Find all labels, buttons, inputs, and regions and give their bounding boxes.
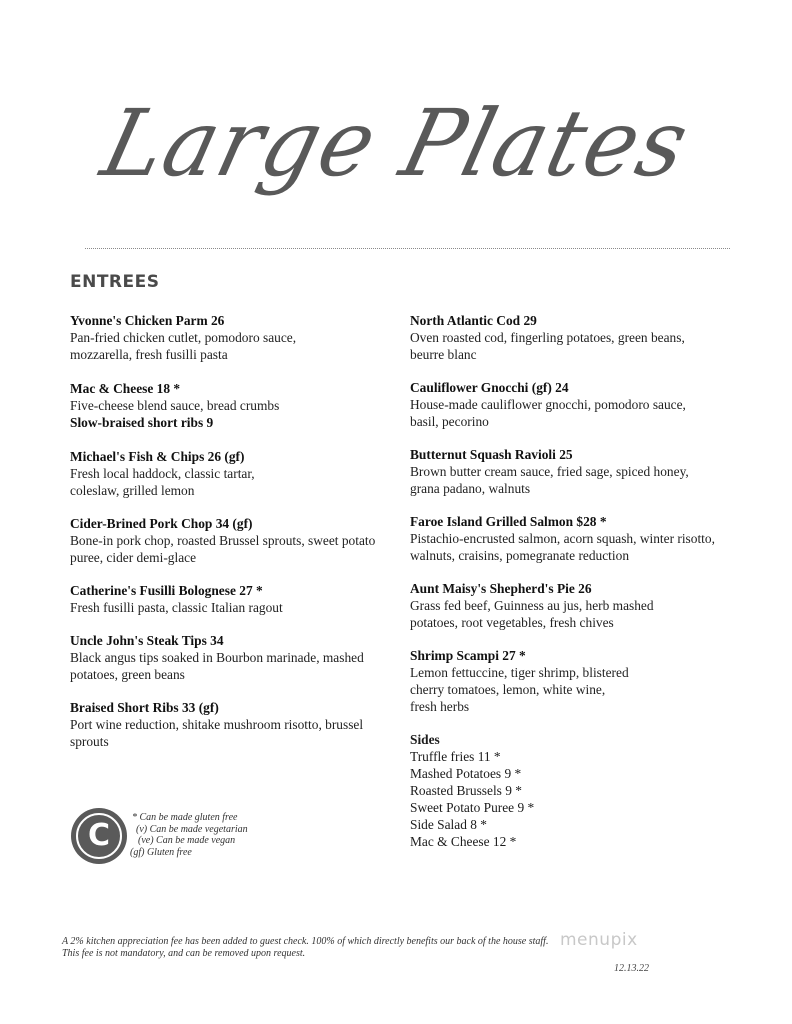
menu-date: 12.13.22 <box>614 963 649 974</box>
menu-item-desc: potatoes, root vegetables, fresh chives <box>410 615 614 630</box>
menu-item-desc: grana padano, walnuts <box>410 481 531 496</box>
menu-item-desc: Bone-in pork chop, roasted Brussel sprouts, sweet potato <box>70 533 376 548</box>
page-title: Large Plates <box>92 90 700 197</box>
footer-line: A 2% kitchen appreciation fee has been added to guest check. 100% of which directly benefits our back of the house staff. <box>62 936 549 947</box>
footer-line: This fee is not mandatory, and can be removed upon request. <box>62 948 306 959</box>
menu-item-desc: Pistachio-encrusted salmon, acorn squash, winter risotto, <box>410 531 715 546</box>
menu-item <box>410 446 730 497</box>
menu-item-desc: cherry tomatoes, lemon, white wine, <box>410 682 606 697</box>
menu-item-desc: coleslaw, grilled lemon <box>70 483 195 498</box>
menu-item-name: Aunt Maisy's Shepherd's Pie 26 <box>410 581 592 596</box>
menu-item <box>70 582 380 616</box>
legend-line: (ve) Can be made vegan <box>138 835 236 846</box>
side-item: Mac & Cheese 12 * <box>410 834 517 849</box>
menu-item-name: Cider-Brined Pork Chop 34 (gf) <box>70 516 253 531</box>
menu-item-desc: mozzarella, fresh fusilli pasta <box>70 347 228 362</box>
restaurant-logo <box>71 808 127 864</box>
section-heading-entrees: ENTREES <box>70 272 160 292</box>
side-item: Mashed Potatoes 9 * <box>410 766 522 781</box>
dotted-divider <box>85 248 730 249</box>
logo-letter: C <box>76 813 122 859</box>
sides-list <box>410 731 730 850</box>
menu-item-name: Yvonne's Chicken Parm 26 <box>70 313 225 328</box>
menu-column-left <box>70 312 380 750</box>
legend-line: (v) Can be made vegetarian <box>136 823 248 835</box>
menu-item-desc: basil, pecorino <box>410 414 489 429</box>
sides-heading: Sides <box>410 732 440 747</box>
menu-item-desc: puree, cider demi-glace <box>70 550 197 565</box>
menu-item-name: Butternut Squash Ravioli 25 <box>410 447 573 462</box>
menu-item-desc: Oven roasted cod, fingerling potatoes, green beans, <box>410 330 685 345</box>
menu-item-desc: sprouts <box>70 734 109 749</box>
menu-item-desc: Fresh fusilli pasta, classic Italian ragout <box>70 600 283 615</box>
menu-item <box>70 699 380 750</box>
menu-item-desc: Black angus tips soaked in Bourbon marinade, mashed <box>70 650 364 665</box>
menu-item-desc: beurre blanc <box>410 347 477 362</box>
menu-item-desc: House-made cauliflower gnocchi, pomodoro sauce, <box>410 397 686 412</box>
menu-item-desc: walnuts, craisins, pomegranate reduction <box>410 548 630 563</box>
menu-item <box>70 515 380 566</box>
menu-item <box>410 580 730 631</box>
menu-item-name: Uncle John's Steak Tips 34 <box>70 633 224 648</box>
menu-item-desc: Port wine reduction, shitake mushroom risotto, brussel <box>70 717 364 732</box>
menu-item <box>410 513 730 564</box>
menu-item-name: Shrimp Scampi 27 * <box>410 648 526 663</box>
menu-item-name: Michael's Fish & Chips 26 (gf) <box>70 449 245 464</box>
menu-item-desc: fresh herbs <box>410 699 470 714</box>
menu-item-name: Catherine's Fusilli Bolognese 27 * <box>70 583 263 598</box>
watermark: menupix <box>560 930 638 950</box>
menu-item <box>70 380 380 431</box>
menu-item <box>410 312 730 363</box>
menu-item <box>70 312 380 363</box>
menu-item-desc: Five-cheese blend sauce, bread crumbs <box>70 398 280 413</box>
menu-item <box>410 647 730 715</box>
menu-item-name: Braised Short Ribs 33 (gf) <box>70 700 219 715</box>
menu-item <box>70 448 380 499</box>
footer-note <box>62 936 662 960</box>
menu-item-desc: Pan-fried chicken cutlet, pomodoro sauce, <box>70 330 297 345</box>
menu-item-desc: Grass fed beef, Guinness au jus, herb mashed <box>410 598 654 613</box>
side-item: Side Salad 8 * <box>410 817 487 832</box>
menu-item-name: Mac & Cheese 18 * <box>70 381 181 396</box>
menu-item-desc: Lemon fettuccine, tiger shrimp, blistered <box>410 665 629 680</box>
menu-item-desc: Fresh local haddock, classic tartar, <box>70 466 255 481</box>
side-item: Sweet Potato Puree 9 * <box>410 800 535 815</box>
menu-column-right <box>410 312 730 850</box>
side-item: Truffle fries 11 * <box>410 749 501 764</box>
side-item: Roasted Brussels 9 * <box>410 783 522 798</box>
menu-item <box>410 379 730 430</box>
menu-item-name: Cauliflower Gnocchi (gf) 24 <box>410 380 569 395</box>
menu-item-name: Faroe Island Grilled Salmon $28 * <box>410 514 607 529</box>
menu-item-desc: Brown butter cream sauce, fried sage, spiced honey, <box>410 464 689 479</box>
dietary-legend <box>130 812 248 858</box>
menu-item-addon: Slow-braised short ribs 9 <box>70 415 214 430</box>
menu-item <box>70 632 380 683</box>
menu-item-name: North Atlantic Cod 29 <box>410 313 537 328</box>
legend-line: (gf) Gluten free <box>130 846 192 858</box>
legend-line: * Can be made gluten free <box>132 812 238 823</box>
menu-item-desc: potatoes, green beans <box>70 667 185 682</box>
